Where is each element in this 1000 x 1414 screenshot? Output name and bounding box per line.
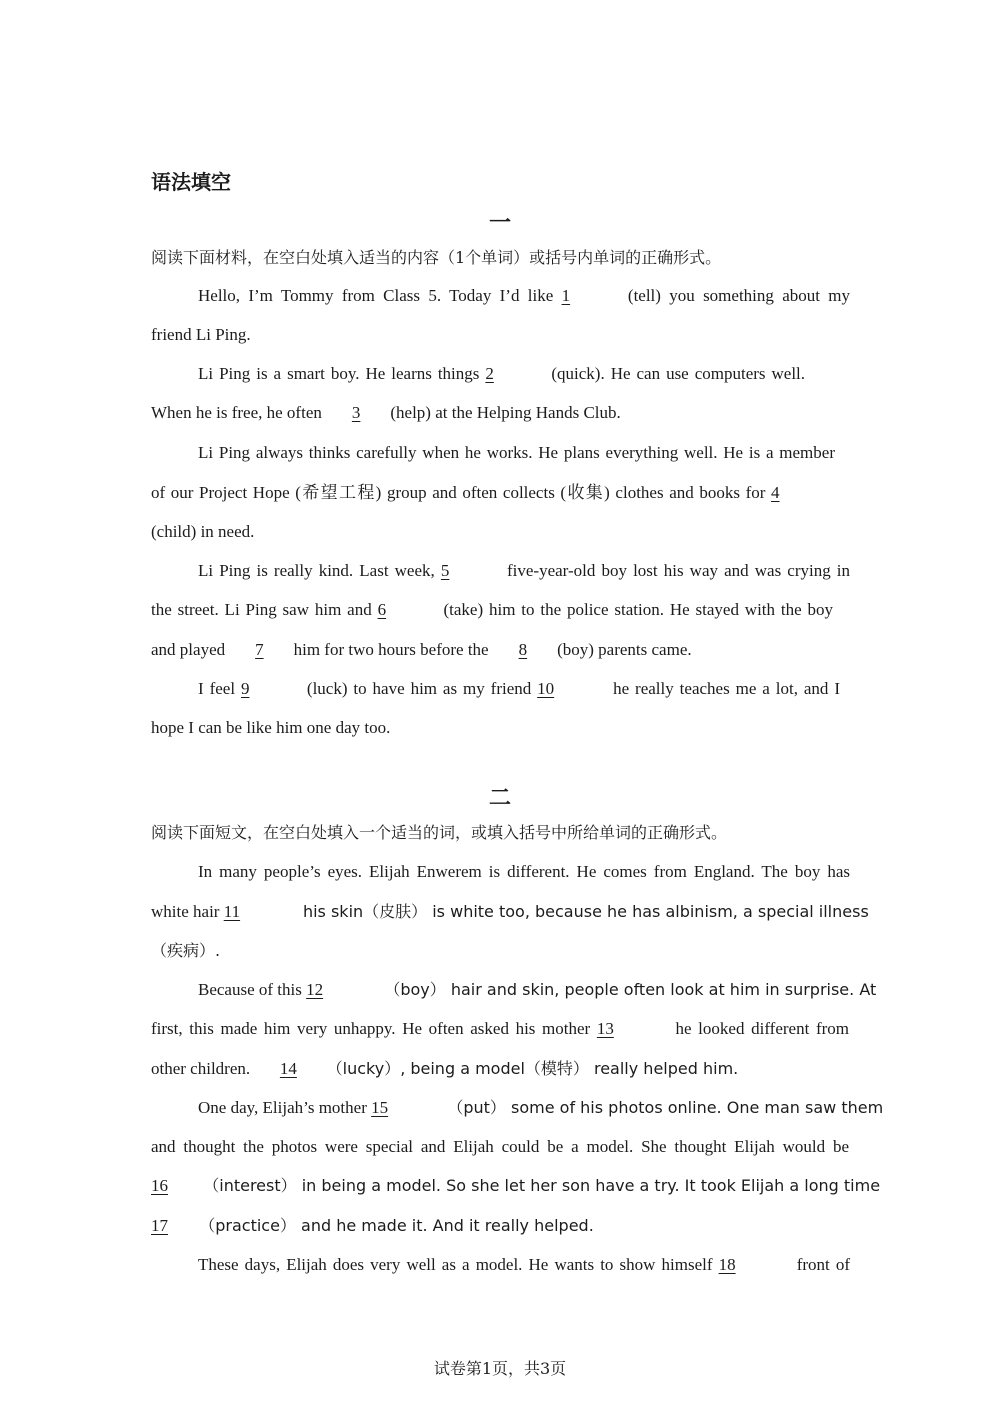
answer-blank[interactable]: 7 <box>255 640 264 659</box>
passage-line: other children. 14 （lucky）, being a model（模特） really helped him. <box>151 1057 851 1081</box>
answer-blank[interactable]: 15 <box>371 1098 389 1117</box>
answer-blank[interactable]: 12 <box>306 980 324 999</box>
passage-line: first, this made him very unhappy. He often asked his mother 13 he looked different from <box>151 1017 849 1041</box>
section-number: 二 <box>488 786 511 811</box>
passage-line: (child) in need. <box>151 522 255 541</box>
section-number: 一 <box>488 211 511 236</box>
section-instruction: 阅读下面短文，在空白处填入一个适当的词，或填入括号中所给单词的正确形式。 <box>151 823 728 842</box>
answer-blank[interactable]: 8 <box>518 640 528 659</box>
passage-line: Li Ping is a smart boy. He learns things 2 (quick). He can use computers well. <box>198 362 805 386</box>
answer-blank[interactable]: 4 <box>771 483 780 502</box>
passage-line: and played 7 him for two hours before the 8 (boy) parents came. <box>151 638 851 662</box>
answer-blank[interactable]: 1 <box>561 286 571 305</box>
answer-blank[interactable]: 16 <box>151 1176 168 1195</box>
answer-blank[interactable]: 9 <box>240 679 250 698</box>
passage-line: I feel 9 (luck) to have him as my friend 10 he really teaches me a lot, and I <box>198 677 840 701</box>
answer-blank[interactable]: 13 <box>596 1019 614 1038</box>
passage-line: 16 （interest） in being a model. So she let her son have a try. It took Elijah a long time <box>151 1174 849 1198</box>
passage-line: hope I can be like him one day too. <box>151 718 391 737</box>
answer-blank[interactable]: 3 <box>351 403 361 422</box>
passage-line: One day, Elijah’s mother 15 （put） some of his photos online. One man saw them <box>198 1096 850 1120</box>
page-footer: 试卷第1页，共3页 <box>433 1359 567 1378</box>
passage-line: 17 （practice） and he made it. And it really helped. <box>151 1214 851 1238</box>
answer-blank[interactable]: 5 <box>440 561 450 580</box>
answer-blank[interactable]: 2 <box>485 364 494 383</box>
passage-line: white hair 11 his skin（皮肤） is white too, because he has albinism, a special illness <box>151 900 849 924</box>
passage-line: Hello, I’m Tommy from Class 5. Today I’d like 1 (tell) you something about my <box>198 284 850 308</box>
passage-line: Because of this 12 （boy） hair and skin, people often look at him in surprise. At <box>198 978 850 1002</box>
passage-line: and thought the photos were special and Elijah could be a model. She thought Elijah would be <box>151 1137 849 1156</box>
passage-line: These days, Elijah does very well as a model. He wants to show himself 18 front of <box>198 1253 850 1277</box>
answer-blank[interactable]: 17 <box>151 1216 168 1235</box>
passage-line: Li Ping is really kind. Last week, 5 five-year-old boy lost his way and was crying in <box>198 559 850 583</box>
passage-line: （疾病）. <box>151 941 221 960</box>
passage-line: In many people’s eyes. Elijah Enwerem is different. He comes from England. The boy has <box>198 862 850 881</box>
answer-blank[interactable]: 10 <box>537 679 555 698</box>
answer-blank[interactable]: 11 <box>223 902 241 921</box>
page-title: 语法填空 <box>151 170 231 194</box>
section-instruction: 阅读下面材料，在空白处填入适当的内容（1个单词）或括号内单词的正确形式。 <box>151 248 722 267</box>
answer-blank[interactable]: 6 <box>377 600 387 619</box>
passage-line: the street. Li Ping saw him and 6 (take) him to the police station. He stayed with the boy <box>151 598 833 622</box>
passage-line: When he is free, he often 3 (help) at the Helping Hands Club. <box>151 401 851 425</box>
answer-blank[interactable]: 14 <box>279 1059 297 1078</box>
answer-blank[interactable]: 18 <box>718 1255 736 1274</box>
passage-line: friend Li Ping. <box>151 325 251 344</box>
passage-line: Li Ping always thinks carefully when he works. He plans everything well. He is a member <box>198 443 835 462</box>
passage-line: of our Project Hope (希望工程) group and often collects (收集) clothes and books for 4 <box>151 481 831 505</box>
